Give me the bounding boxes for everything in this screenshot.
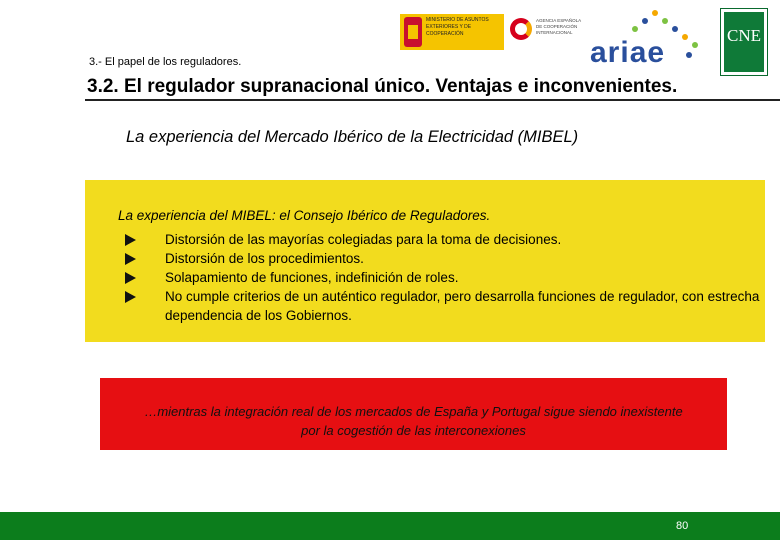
title-divider: [85, 99, 780, 101]
mibel-experience-box: [85, 180, 765, 342]
conclusion-line-2: por la cogestión de las interconexiones: [301, 423, 526, 438]
list-item: [123, 249, 763, 268]
list-item-text: No cumple criterios de un auténtico regulador, pero desarrolla funciones de regulador, con estrecha dependencia de los Gobiernos.: [165, 289, 760, 323]
conclusion-text: [100, 402, 727, 440]
ariae-logo-text: ariae: [590, 36, 666, 69]
list-item: [123, 268, 763, 287]
page-number: 80: [676, 520, 689, 532]
list-item: [123, 230, 763, 249]
ministry-logo-text: MINISTERIO DE ASUNTOS EXTERIORES Y DE COOPERACIÓN: [426, 17, 489, 37]
aecid-logo: [510, 14, 582, 50]
footer-bar: [0, 512, 780, 540]
aecid-logo-text: AGENCIA ESPAÑOLA DE COOPERACIÓN INTERNACIONAL: [536, 18, 581, 35]
list-item: [123, 287, 763, 325]
section-label: 3.- El papel de los reguladores.: [89, 56, 242, 68]
ariae-logo: [590, 8, 710, 70]
triangle-bullet-icon: [125, 272, 136, 284]
triangle-bullet-icon: [125, 291, 136, 303]
list-item-text: Distorsión de las mayorías colegiadas para la toma de decisiones.: [165, 232, 562, 247]
coat-of-arms-icon: [404, 17, 422, 47]
list-item-text: Solapamiento de funciones, indefinición de roles.: [165, 270, 459, 285]
box-heading: La experiencia del MIBEL: el Consejo Ibérico de Reguladores.: [118, 208, 491, 223]
cne-logo: [720, 8, 768, 76]
cne-logo-text: CNE: [727, 26, 761, 45]
triangle-bullet-icon: [125, 234, 136, 246]
slide-title: 3.2. El regulador supranacional único. Ventajas e inconvenientes.: [87, 76, 678, 97]
conclusion-line-1: …mientras la integración real de los mercados de España y Portugal sigue siendo inexistente: [144, 404, 683, 419]
bullet-list: [123, 230, 763, 325]
aecid-ring-icon: [510, 18, 532, 40]
slide-subtitle: La experiencia del Mercado Ibérico de la Electricidad (MIBEL): [126, 128, 579, 146]
ministry-logo: [400, 14, 504, 50]
conclusion-box: [100, 378, 727, 450]
list-item-text: Distorsión de los procedimientos.: [165, 251, 364, 266]
triangle-bullet-icon: [125, 253, 136, 265]
